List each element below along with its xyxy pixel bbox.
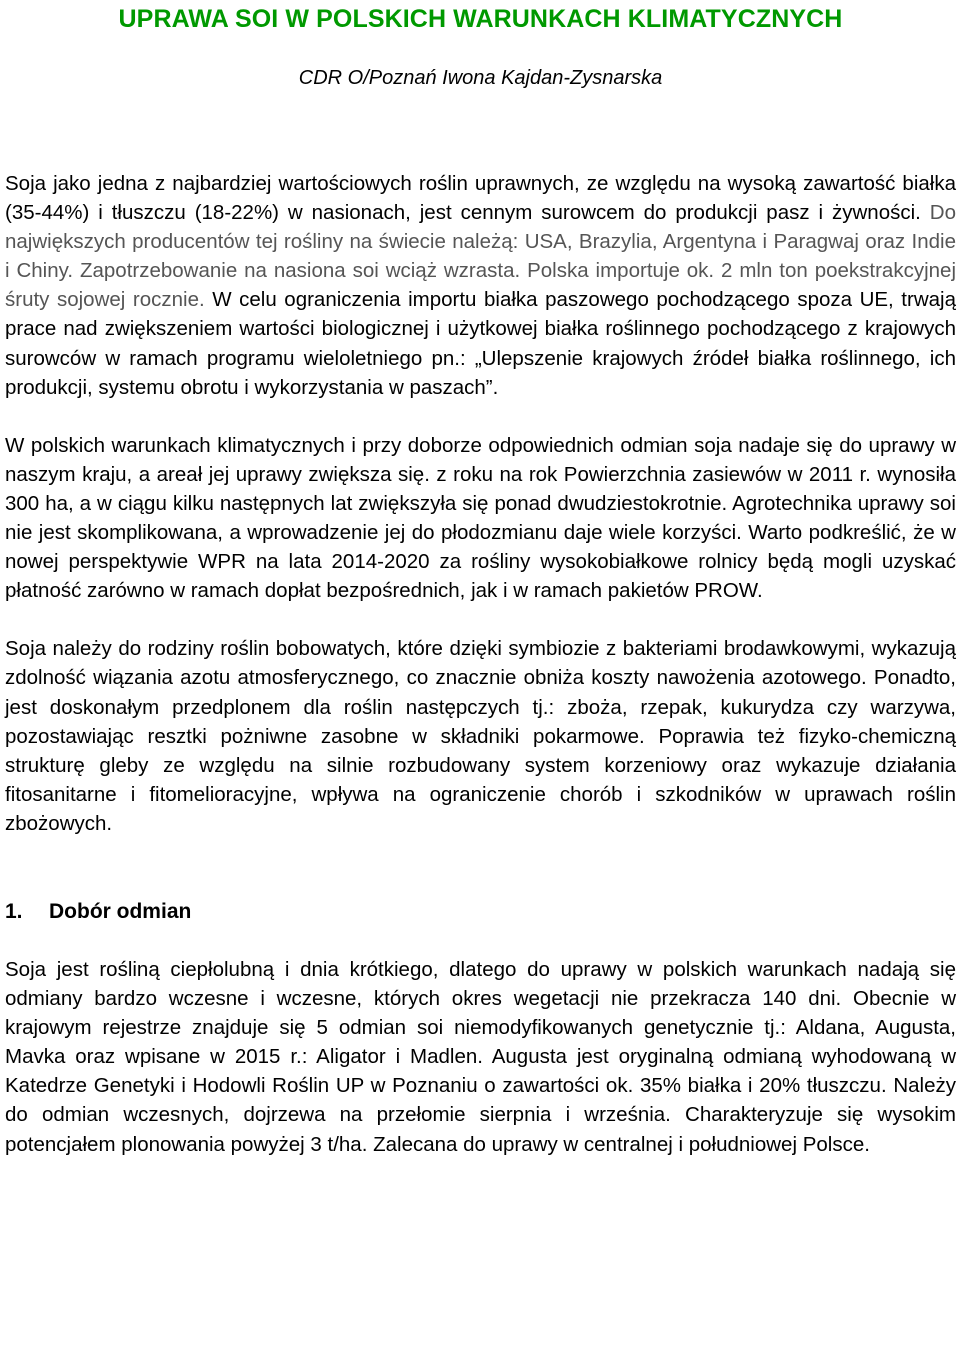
- intro-paragraph-part-2: Do największych producentów tej rośliny na świecie należą: USA, Brazylia, Argentyna i Paragwaj oraz Indie i Chiny. Zapotrzebowanie na nasiona soi wciąż wzrasta. Polska importuje ok. 2 mln ton poekstrakcyjnej śruty sojowej rocznie.: [5, 201, 956, 312]
- document-title: UPRAWA SOI W POLSKICH WARUNKACH KLIMATYCZNYCH: [118, 5, 843, 33]
- author-line: CDR O/Poznań Iwona Kajdan-Zysnarska: [298, 67, 663, 89]
- legume-paragraph: Soja należy do rodziny roślin bobowatych, które dzięki symbiozie z bakteriami brodawkowymi, wykazują zdolność wiązania azotu atmosferycznego, co znacznie obniża koszty nawożenia azotowego. Ponadto, jest doskonałym przedplonem dla roślin następczych tj.: zboża, rzepak, kukurydza czy warzywa, pozostawiając resztki pożniwne zasobne w składniki pokarmowe. Poprawia też fizyko-chemiczną strukturę gleby ze względu na silnie rozbudowany system korzeniowy oraz wykazuje działania fitosanitarne i fitomelioracyjne, wpływa na ograniczenie chorób i szkodników w uprawach roślin zbożowych.: [5, 637, 956, 835]
- climate-paragraph: W polskich warunkach klimatycznych i przy doborze odpowiednich odmian soja nadaje się do uprawy w naszym kraju, a areał jej uprawy zwiększa się. z roku na rok Powierzchnia zasiewów w 2011 r. wynosiła 300 ha, a w ciągu kilku następnych lat zwiększyła się ponad dwudziestokrotnie. Agrotechnika uprawy soi nie jest skomplikowana, a wprowadzenie jej do płodozmianu daje wiele korzyści. Warto podkreślić, że w nowej perspektywie WPR na lata 2014-2020 za rośliny wysokobiałkowe rolnicy będą mogli uzyskać płatność zarówno w ramach dopłat bezpośrednich, jak i w ramach pakietów PROW.: [5, 433, 956, 603]
- intro-paragraph-part-3: W celu ograniczenia importu białka paszowego pochodzącego spoza UE, trwają prace nad zwiększeniem wartości biologicznej i użytkowej białka roślinnego pochodzącego z krajowych surowców w ramach programu wieloletniego pn.: „Ulepszenie krajowych źródeł białka roślinnego, ich produkcji, systemu obrotu i wykorzystania w paszach”.: [5, 288, 956, 399]
- section-heading: [5, 898, 956, 926]
- intro-paragraph-part-1: Soja jako jedna z najbardziej wartościowych roślin uprawnych, ze względu na wysoką zawartość białka (35-44%) i tłuszczu (18-22%) w nasionach, jest cennym surowcem do produkcji pasz i żywności.: [5, 172, 956, 225]
- intro-paragraph: [5, 169, 956, 402]
- section-number: 1.: [5, 899, 23, 923]
- varieties-paragraph: Soja jest rośliną ciepłolubną i dnia krótkiego, dlatego do uprawy w polskich warunkach nadają się odmiany bardzo wczesne i wczesne, których okres wegetacji nie przekracza 140 dni. Obecnie w krajowym rejestrze znajduje się 5 odmian soi niemodyfikowanych genetycznie tj.: Aldana, Augusta, Mavka oraz wpisane w 2015 r.: Aligator i Madlen. Augusta jest oryginalną odmianą wyhodowaną w Katedrze Genetyki i Hodowli Roślin UP w Poznaniu o zawartości ok. 35% białka i 20% tłuszczu. Należy do odmian wczesnych, dojrzewa na przełomie sierpnia i września. Charakteryzuje się wysokim potencjałem plonowania powyżej 3 t/ha. Zalecana do uprawy w centralnej i południowej Polsce.: [5, 957, 956, 1156]
- section-title: Dobór odmian: [49, 899, 192, 923]
